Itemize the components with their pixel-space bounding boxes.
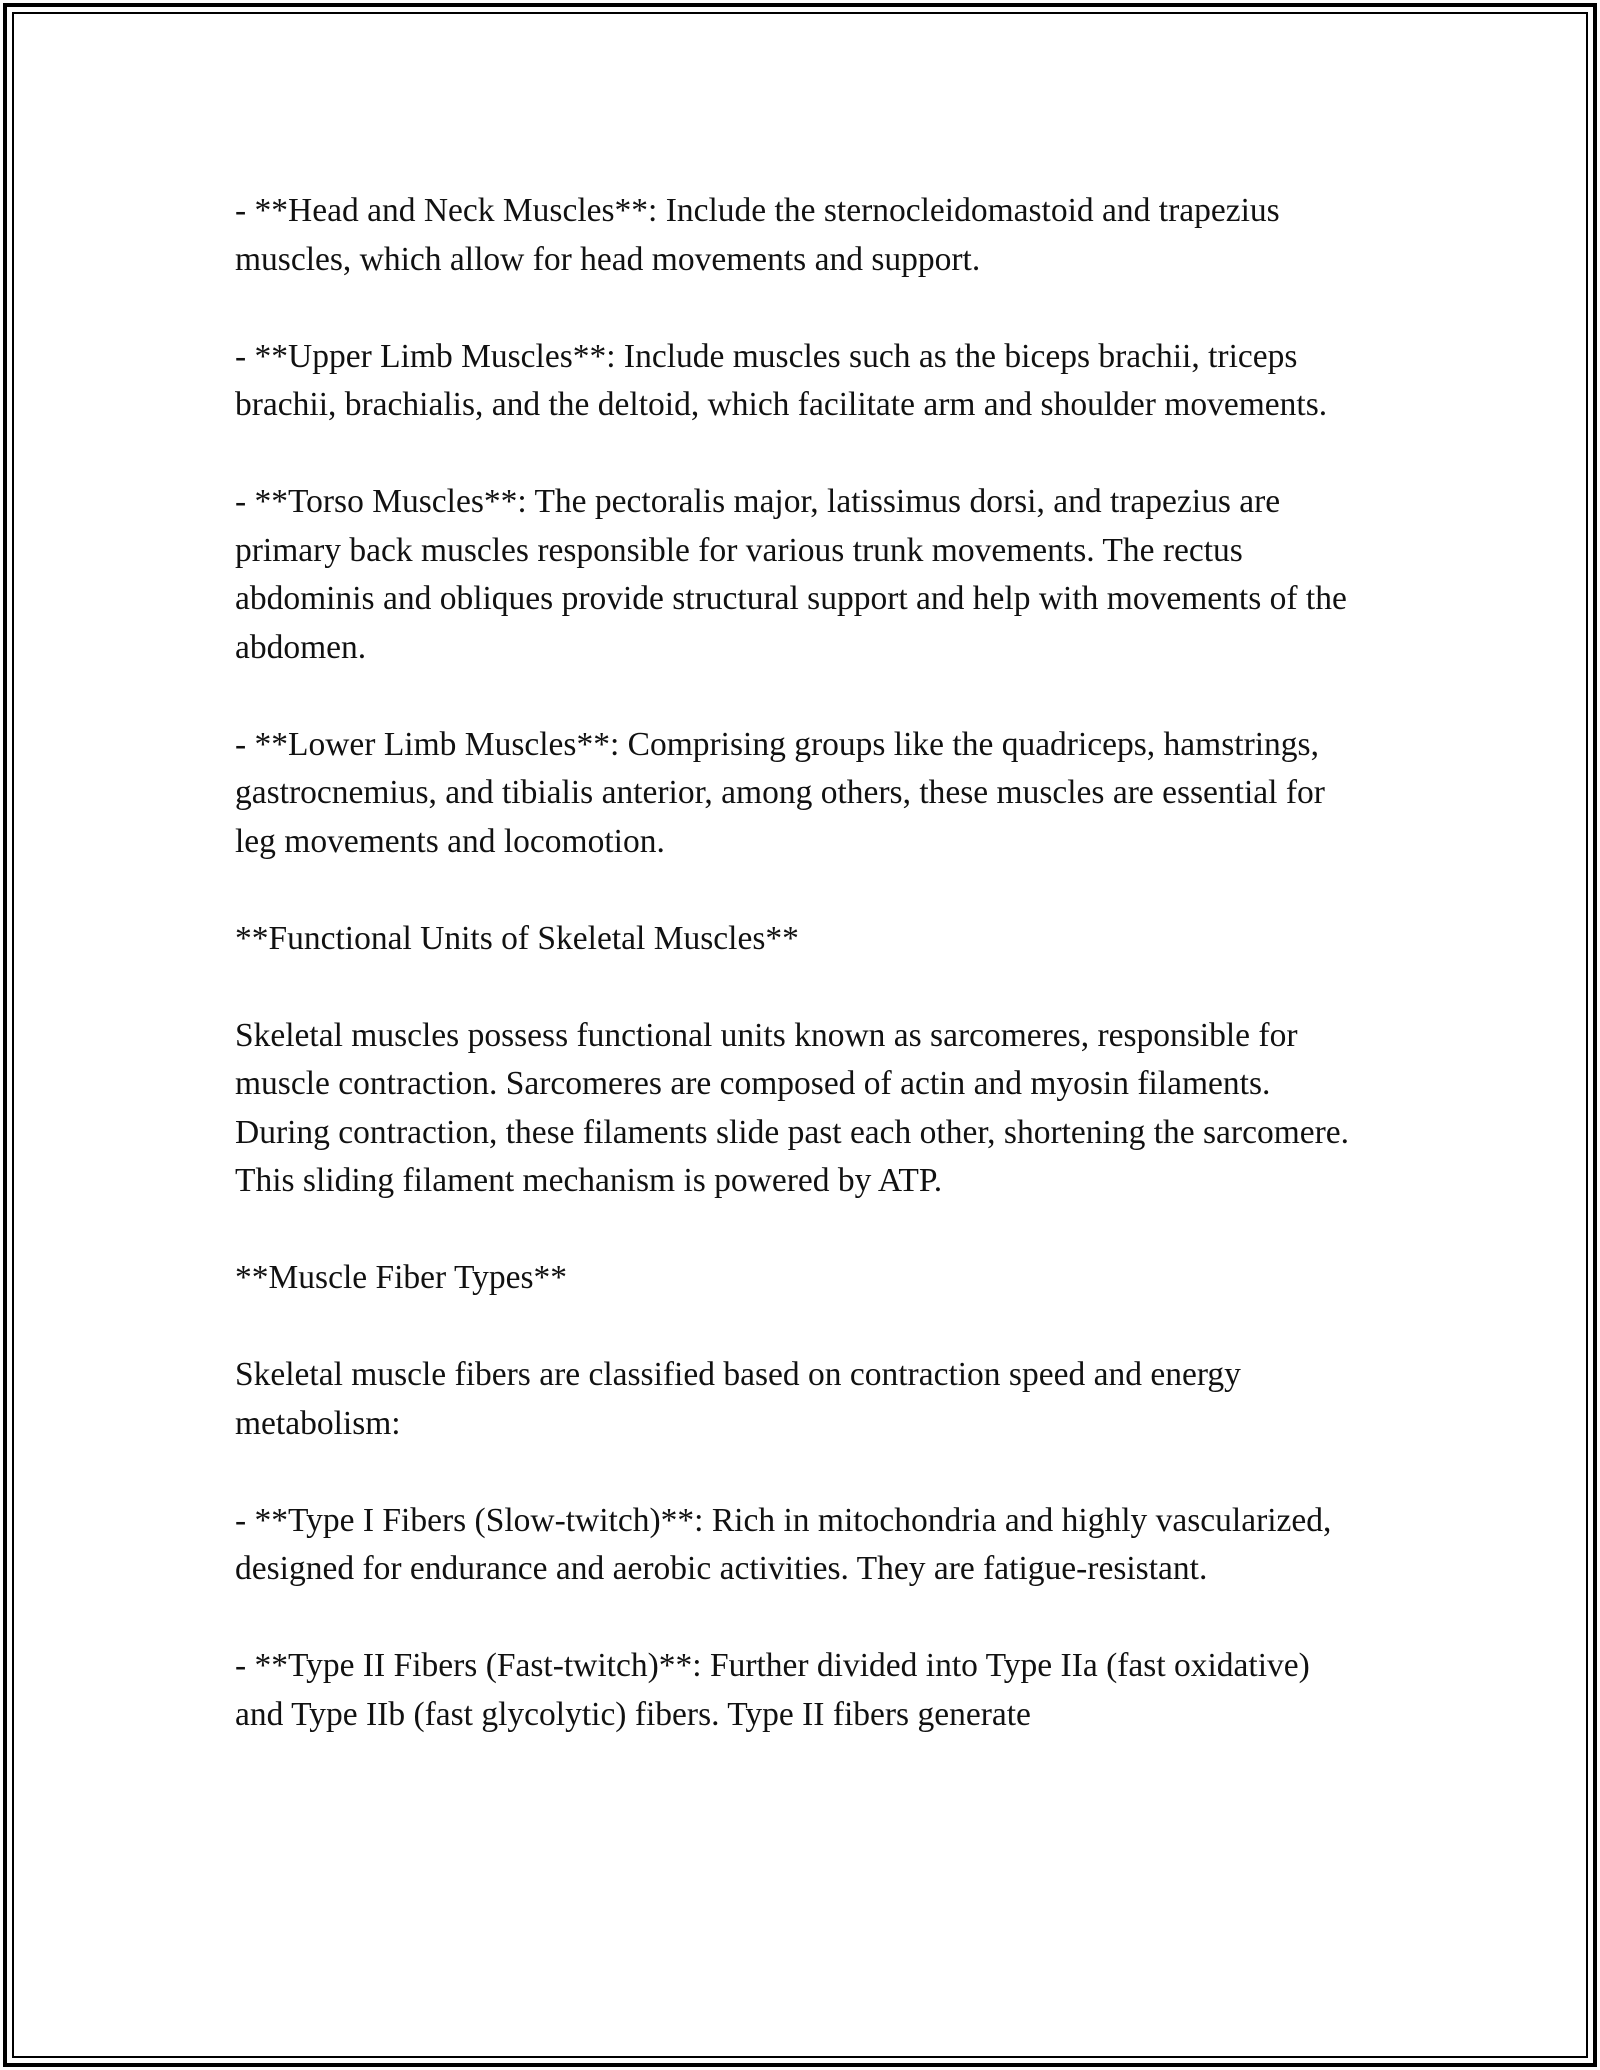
paragraph-type-i-fibers: - **Type I Fibers (Slow-twitch)**: Rich in mitochondria and highly vascularized, designed for endurance and aerobic activities. They are fatigue-resistant.: [235, 1501, 1332, 1587]
paragraph-upper-limb-muscles: - **Upper Limb Muscles**: Include muscles such as the biceps brachii, triceps brachii, brachialis, and the deltoid, which facilitate arm and shoulder movements.: [235, 337, 1328, 423]
paragraph-type-ii-fibers: - **Type II Fibers (Fast-twitch)**: Further divided into Type IIa (fast oxidative) and Type IIb (fast glycolytic) fibers. Type II fibers generate: [235, 1647, 1310, 1733]
document-body: [235, 187, 1365, 1788]
heading-muscle-fiber-types: **Muscle Fiber Types**: [235, 1259, 568, 1296]
paragraph-torso-muscles: - **Torso Muscles**: The pectoralis major, latissimus dorsi, and trapezius are primary back muscles responsible for various trunk movements. The rectus abdominis and obliques provide structural support and help with movements of the abdomen.: [235, 483, 1347, 666]
paragraph-head-neck-muscles: - **Head and Neck Muscles**: Include the sternocleidomastoid and trapezius muscles, which allow for head movements and support.: [235, 192, 1280, 278]
paragraph-lower-limb-muscles: - **Lower Limb Muscles**: Comprising groups like the quadriceps, hamstrings, gastrocnemius, and tibialis anterior, among others, these muscles are essential for leg movements and locomotion.: [235, 725, 1325, 860]
paragraph-sarcomeres: Skeletal muscles possess functional units known as sarcomeres, responsible for muscle contraction. Sarcomeres are composed of actin and myosin filaments. During contraction, these filaments slide past each other, shortening the sarcomere. This sliding filament mechanism is powered by ATP.: [235, 1016, 1350, 1199]
paragraph-fiber-classification: Skeletal muscle fibers are classified based on contraction speed and energy metabolism:: [235, 1356, 1241, 1442]
heading-functional-units: **Functional Units of Skeletal Muscles**: [235, 919, 799, 957]
